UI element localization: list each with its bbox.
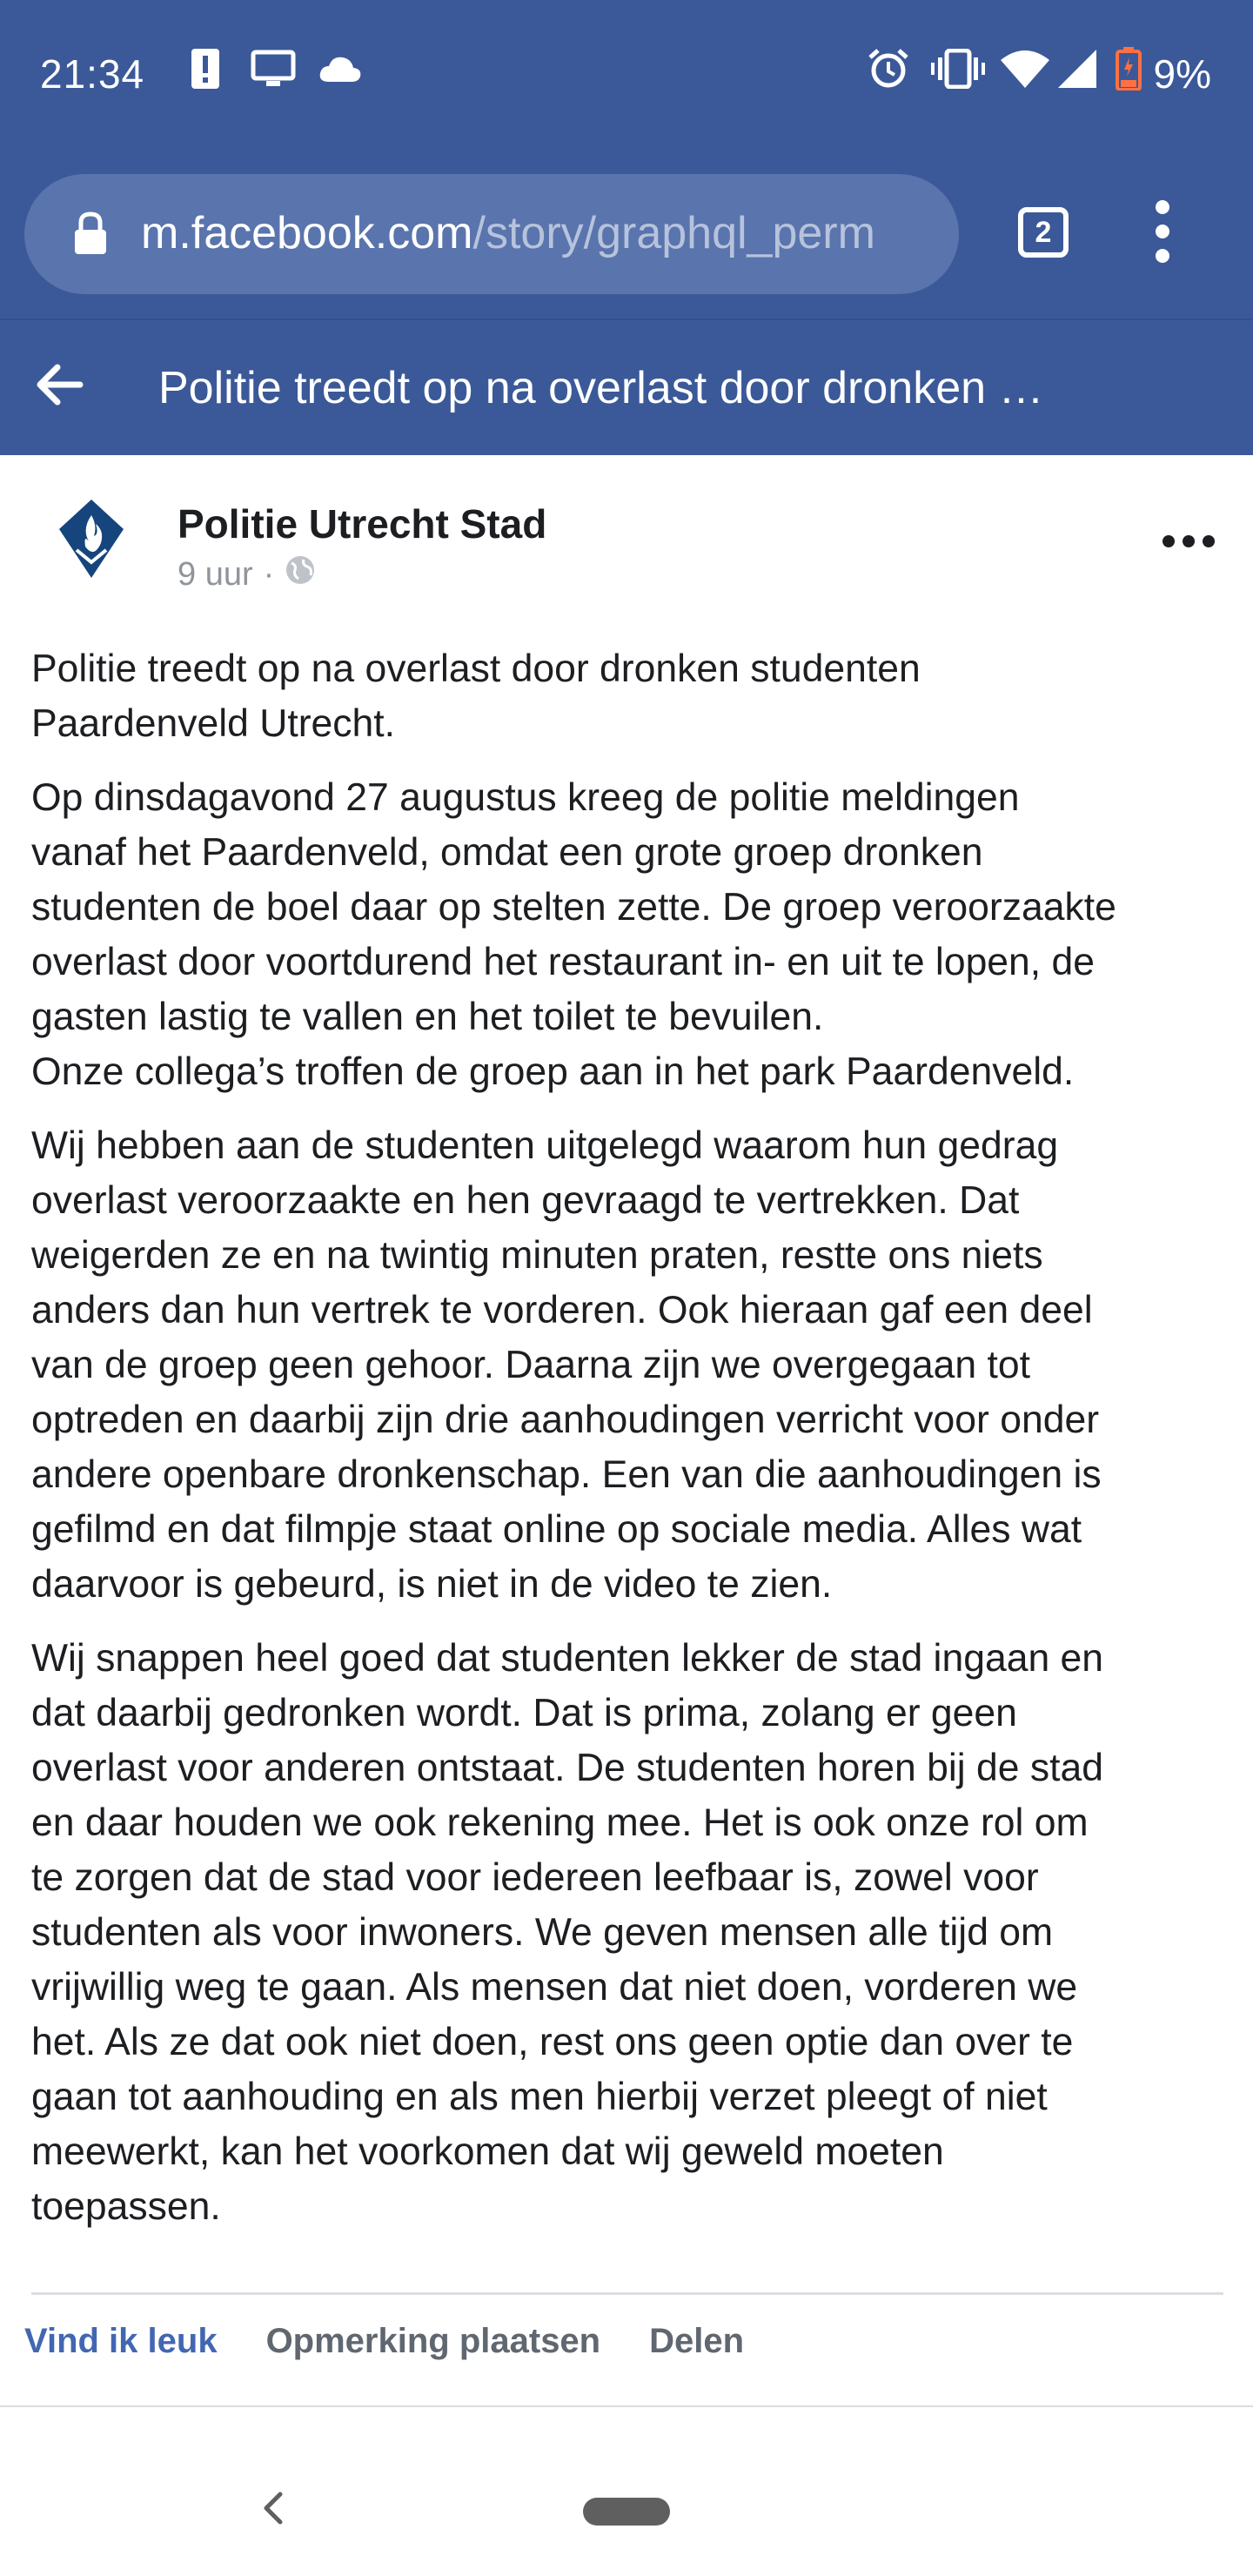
post-paragraph — [31, 641, 1232, 751]
text-line: andere openbare dronkenschap. Een van die aanhoudingen is — [31, 1453, 1102, 1496]
status-bar — [0, 0, 1253, 148]
share-button[interactable]: Delen — [649, 2322, 745, 2360]
text-line: anders dan hun vertrek te vorderen. Ook hieraan gaf een deel — [31, 1289, 1093, 1332]
text-line: het. Als ze dat ook niet doen, rest ons geen optie dan over te — [31, 2021, 1074, 2063]
text-line: optreden en daarbij zijn drie aanhoudingen verricht voor onder — [31, 1399, 1100, 1441]
text-line: Op dinsdagavond 27 augustus kreeg de politie meldingen — [31, 776, 1020, 819]
text-line: dat daarbij gedronken wordt. Dat is prima, zolang er geen — [31, 1692, 1017, 1734]
cloud-icon — [318, 47, 362, 91]
lock-icon — [73, 211, 108, 260]
text-line: Wij snappen heel goed dat studenten lekker de stad ingaan en — [31, 1637, 1104, 1680]
wifi-icon — [1001, 47, 1049, 91]
text-line: overlast voor anderen ontstaat. De studenten horen bij de stad — [31, 1747, 1103, 1789]
text-line: en daar houden we ook rekening mee. Het is ook onze rol om — [31, 1801, 1089, 1844]
post-paragraph — [31, 770, 1232, 1099]
system-nav-bar — [0, 2428, 1253, 2576]
text-line: meewerkt, kan het voorkomen dat wij geweld moeten — [31, 2130, 944, 2173]
url-domain: m.facebook.com — [141, 208, 473, 258]
text-line: te zorgen dat de stad voor iedereen leefbaar is, zowel voor — [31, 1856, 1039, 1899]
page-title: Politie treedt op na overlast door dronken … — [158, 363, 1044, 413]
home-pill-button[interactable] — [583, 2498, 670, 2526]
browser-toolbar — [0, 148, 1253, 319]
page-header — [0, 319, 1253, 455]
text-line: Paardenveld Utrecht. — [31, 702, 396, 745]
nav-back-icon[interactable] — [254, 2482, 289, 2539]
post-author[interactable]: Politie Utrecht Stad — [178, 501, 547, 547]
screencast-icon — [251, 47, 296, 91]
text-line: gaan tot aanhouding en als men hierbij verzet pleegt of niet — [31, 2076, 1048, 2118]
battery-icon — [1116, 47, 1142, 91]
post-paragraph — [31, 1118, 1232, 1612]
status-time: 21:34 — [40, 51, 145, 97]
browser-menu-icon[interactable] — [1156, 200, 1173, 270]
avatar[interactable] — [44, 493, 139, 593]
globe-icon — [285, 554, 316, 594]
text-line: Wij hebben aan de studenten uitgelegd waarom hun gedrag — [31, 1124, 1059, 1167]
signal-icon — [1058, 47, 1096, 91]
divider — [31, 2292, 1223, 2295]
text-line: toepassen. — [31, 2185, 221, 2228]
post-paragraph — [31, 1631, 1232, 2234]
url-text[interactable] — [141, 207, 959, 259]
text-line: gefilmd en dat filmpje staat online op sociale media. Alles wat — [31, 1508, 1082, 1551]
post-actions — [24, 2322, 793, 2374]
text-line: gasten lastig te vallen en het toilet te bevuilen. — [31, 996, 824, 1038]
text-line: Politie treedt op na overlast door dronken studenten — [31, 647, 921, 690]
text-line: weigerden ze en na twintig minuten praten, restte ons niets — [31, 1234, 1043, 1277]
text-line: van de groep geen gehoor. Daarna zijn we overgegaan tot — [31, 1344, 1030, 1386]
like-button[interactable]: Vind ik leuk — [24, 2322, 218, 2360]
alarm-icon — [867, 47, 910, 91]
more-options-icon[interactable] — [1163, 535, 1215, 553]
text-line: Onze collega’s troffen de groep aan in het park Paardenveld. — [31, 1050, 1075, 1093]
meta-separator: · — [263, 555, 275, 593]
text-line: studenten als voor inwoners. We geven mensen alle tijd om — [31, 1911, 1054, 1954]
post-meta — [178, 554, 316, 594]
text-line: studenten de boel daar op stelten zette. De groep veroorzaakte — [31, 886, 1116, 929]
text-line: overlast veroorzaakte en hen gevraagd te vertrekken. Dat — [31, 1179, 1020, 1222]
url-path: /story/graphql_perm — [472, 208, 875, 258]
battery-percentage: 9% — [1153, 51, 1211, 97]
alert-icon — [191, 47, 219, 91]
text-line: vanaf het Paardenveld, omdat een grote groep dronken — [31, 831, 983, 874]
post-text — [31, 641, 1232, 2253]
text-line: vrijwillig weg te gaan. Als mensen dat niet doen, vorderen we — [31, 1966, 1078, 2009]
back-arrow-icon[interactable] — [31, 357, 87, 417]
tab-switcher-button[interactable]: 2 — [1018, 207, 1069, 258]
text-line: daarvoor is gebeurd, is niet in de video te zien. — [31, 1563, 833, 1606]
text-line: overlast door voortdurend het restaurant in- en uit te lopen, de — [31, 941, 1096, 983]
divider — [0, 2405, 1253, 2407]
comment-button[interactable]: Opmerking plaatsen — [265, 2322, 601, 2360]
post-time[interactable]: 9 uur — [178, 555, 253, 593]
address-bar[interactable] — [24, 174, 959, 294]
vibrate-icon — [931, 47, 985, 91]
